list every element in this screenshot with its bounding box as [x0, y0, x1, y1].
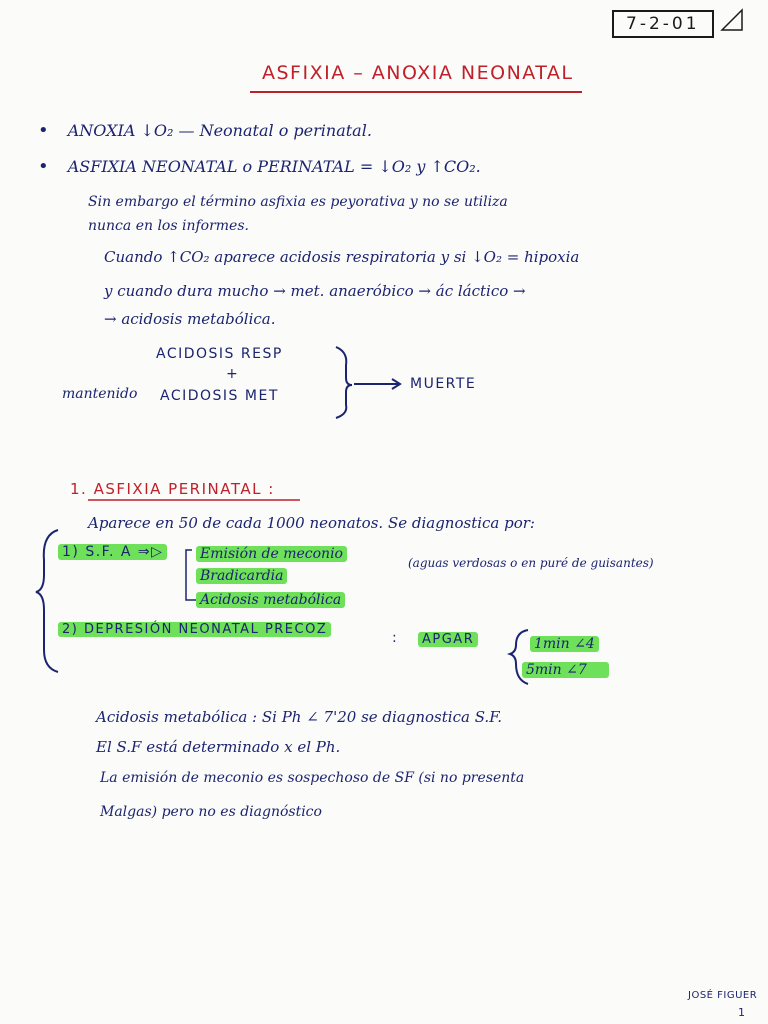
paragraph1-line-3: Cuando ↑CO₂ aparece acidosis respiratoria y si ↓O₂ = hipoxia [104, 248, 580, 266]
apgar-1min-text: 1min ∠4 [530, 636, 599, 652]
section-brace [36, 530, 58, 672]
diagram-mantenido: mantenido [62, 386, 138, 402]
apgar-5min-text: 5min ∠7 [522, 662, 609, 678]
item2-colon: : [392, 630, 399, 646]
item1-sub-2 [196, 568, 287, 584]
item1-sub-2-text: Bradicardia [196, 568, 287, 584]
paragraph2-line-3: La emisión de meconio es sospechoso de SF (si no presenta [100, 770, 525, 786]
bullet-dot: • [38, 156, 49, 177]
paragraph1-line-1: Sin embargo el término asfixia es peyorativa y no se utiliza [88, 194, 508, 210]
bullet-dot: • [38, 120, 49, 141]
item2-label-text: 2) DEPRESIÓN NEONATAL PRECOZ [58, 622, 331, 637]
bullet-1 [38, 120, 372, 141]
sub-bracket [186, 550, 196, 600]
item1-sub-3-text: Acidosis metabólica [196, 592, 345, 608]
diagram-acidosis-resp: ACIDOSIS RESP [156, 346, 283, 362]
apgar-label [418, 632, 478, 647]
item2-label [58, 622, 331, 637]
item1-sub-3 [196, 592, 345, 608]
item1-note: (aguas verdosas o en puré de guisantes) [408, 556, 654, 570]
paragraph2-line-2: El S.F está determinado x el Ph. [96, 738, 341, 756]
diagram-brace [336, 347, 352, 418]
page-title: ASFIXIA – ANOXIA NEONATAL [262, 62, 574, 84]
paragraph2-line-1: Acidosis metabólica : Si Ph ∠ 7'20 se diagnostica S.F. [96, 708, 503, 726]
item1-sub-1 [196, 546, 347, 562]
apgar-5min [522, 662, 609, 678]
paragraph1-line-2: nunca en los informes. [88, 218, 249, 234]
diagram-plus: + [226, 366, 240, 382]
date-text: 7-2-01 [626, 14, 700, 34]
footer-author: JOSÉ FIGUER [688, 990, 758, 1001]
paragraph1-line-4: y cuando dura mucho → met. anaeróbico → ác láctico → [104, 282, 526, 300]
bullet-2-text: ASFIXIA NEONATAL o PERINATAL = ↓O₂ y ↑CO₂. [67, 157, 481, 176]
item1-label [58, 544, 167, 560]
apgar-label-text: APGAR [418, 632, 478, 647]
date-corner-mark [722, 10, 742, 30]
paragraph2-line-4: Malgas) pero no es diagnóstico [100, 804, 322, 820]
section1-intro: Aparece en 50 de cada 1000 neonatos. Se diagnostica por: [88, 514, 535, 532]
section1-heading: 1. ASFIXIA PERINATAL : [70, 480, 275, 498]
bullet-1-text: ANOXIA ↓O₂ — Neonatal o perinatal. [67, 121, 372, 140]
diagram-acidosis-met: ACIDOSIS MET [160, 388, 279, 404]
diagram-muerte: MUERTE [410, 376, 477, 392]
apgar-1min [530, 636, 599, 652]
item1-sub-1-text: Emisión de meconio [196, 546, 347, 562]
item1-label-text: 1) S.F. A ⇒▷ [58, 544, 167, 560]
paragraph1-line-5: → acidosis metabólica. [104, 310, 276, 328]
footer-page-number: 1 [738, 1006, 747, 1019]
date-box [612, 10, 714, 38]
bullet-2 [38, 156, 481, 177]
